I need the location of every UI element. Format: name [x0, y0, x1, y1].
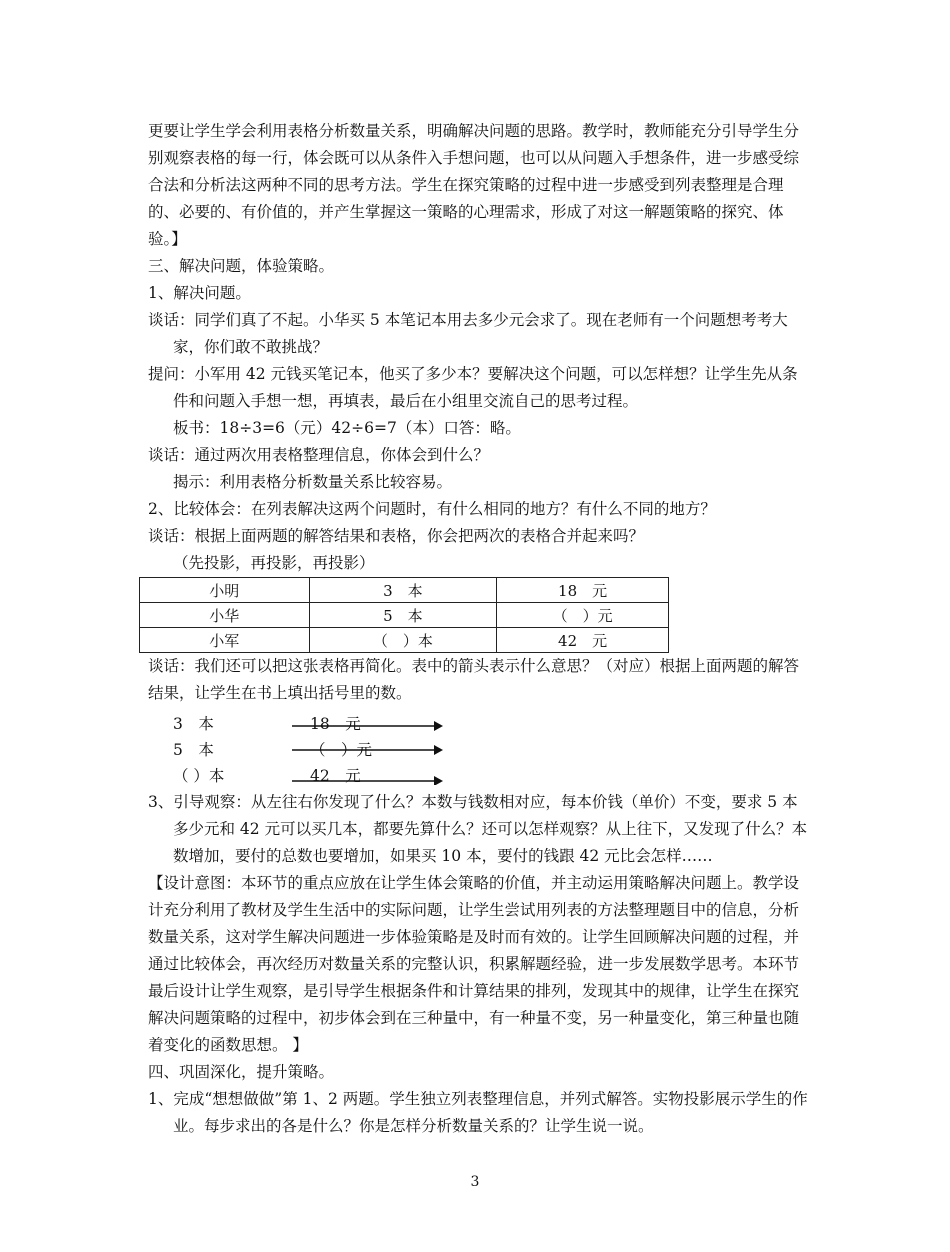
table-cell-money: 18 元 — [497, 578, 669, 603]
paragraph-simplify: 谈话：我们还可以把这张表格再简化。表中的箭头表示什么意思？（对应）根据上面两题的解答结果，让学生在书上填出括号里的数。 — [148, 657, 800, 702]
arrow-row — [148, 737, 568, 763]
document-body — [148, 118, 808, 1140]
arrow-label: （ ）本 — [173, 767, 225, 785]
paragraph-reveal: 揭示：利用表格分析数量关系比较容易。 — [173, 473, 453, 491]
arrow-label: 3 本 — [173, 715, 214, 733]
table-cell-books: （ ）本 — [309, 628, 497, 653]
table-cell-books: 3 本 — [309, 578, 497, 603]
arrow-row — [148, 711, 568, 737]
page-number: 3 — [470, 1174, 480, 1190]
arrow-label: 5 本 — [173, 741, 214, 759]
section-heading-3: 三、解决问题，体验策略。 — [148, 257, 335, 275]
arrow-diagram — [148, 711, 808, 789]
paragraph-question: 提问：小军用 42 元钱买笔记本，他买了多少本？要解决这个问题，可以怎样想？让学生先从条件和问题入手想一想，再填表，最后在小组里交流自己的思考过程。 — [148, 365, 798, 410]
paragraph-design-intent: 【设计意图：本环节的重点应放在让学生体会策略的价值，并主动运用策略解决问题上。教学设计充分利用了教材及学生生活中的实际问题，让学生尝试用列表的方法整理题目中的信息，分析数量关系，这对学生解决问题进一步体验策略是及时而有效的。让学生回顾解决问题的过程，并通过比较体会，再次经历对数量关系的完整认识，积累解题经验，进一步发展数学思考。本环节最后设计让学生观察，是引导学生根据条件和计算结果的排列，发现其中的规律，让学生在探究解决问题策略的过程中，初步体会到在三种量中，有一种量不变，另一种量变化，第三种量也随着变化的函数思想。 】 — [148, 874, 800, 1054]
paragraph-exercise: 1、完成“想想做做”第 1、2 两题。学生独立列表整理信息，并列式解答。实物投影展示学生的作业。每步求出的各是什么？你是怎样分析数量关系的？让学生说一说。 — [148, 1090, 808, 1135]
paragraph-design-intent-end: 更要让学生学会利用表格分析数量关系，明确解决问题的思路。教学时，教师能充分引导学生分别观察表格的每一行，体会既可以从条件入手想问题，也可以从问题入手想条件，进一步感受综合法和分析法这两种不同的思考方法。学生在探究策略的过程中进一步感受到列表整理是合理的、必要的、有价值的，并产生掌握这一策略的心理需求，形成了对这一解题策略的探究、体验。】 — [148, 122, 800, 248]
arrow-value: 42 元 — [310, 767, 361, 785]
table-cell-books: 5 本 — [309, 603, 497, 628]
table-row — [140, 578, 669, 603]
paragraph-board: 板书：18÷3=6（元）42÷6=7（本）口答：略。 — [173, 419, 521, 437]
paragraph-talk-2: 谈话：通过两次用表格整理信息，你体会到什么？ — [148, 446, 490, 464]
data-table — [139, 577, 669, 653]
paragraph-projection: （先投影，再投影，再投影） — [173, 554, 375, 572]
table-cell-name: 小明 — [140, 578, 310, 603]
arrow-value: （ ）元 — [310, 741, 373, 759]
paragraph-compare: 2、比较体会：在列表解决这两个问题时，有什么相同的地方？有什么不同的地方？ — [148, 500, 716, 518]
table-cell-money: 42 元 — [497, 628, 669, 653]
table-cell-money: （ ）元 — [497, 603, 669, 628]
subheading-solve: 1、解决问题。 — [148, 284, 251, 302]
arrow-row — [148, 763, 568, 789]
paragraph-observe: 3、引导观察：从左往右你发现了什么？本数与钱数相对应，每本价钱（单价）不变，要求 5 本多少元和 42 元可以买几本，都要先算什么？还可以怎样观察？从上往下，又发现了什么？本数增加，要付的总数也要增加，如果买 10 本，要付的钱跟 42 元比会怎样…… — [148, 793, 808, 865]
paragraph-talk-1: 谈话：同学们真了不起。小华买 5 本笔记本用去多少元会求了。现在老师有一个问题想考考大家，你们敢不敢挑战？ — [148, 311, 788, 356]
table-row — [140, 603, 669, 628]
table-cell-name: 小华 — [140, 603, 310, 628]
section-heading-4: 四、巩固深化，提升策略。 — [148, 1063, 335, 1081]
table-row — [140, 628, 669, 653]
paragraph-talk-3: 谈话：根据上面两题的解答结果和表格，你会把两次的表格合并起来吗？ — [148, 527, 645, 545]
arrow-value: 18 元 — [310, 715, 361, 733]
table-cell-name: 小军 — [140, 628, 310, 653]
